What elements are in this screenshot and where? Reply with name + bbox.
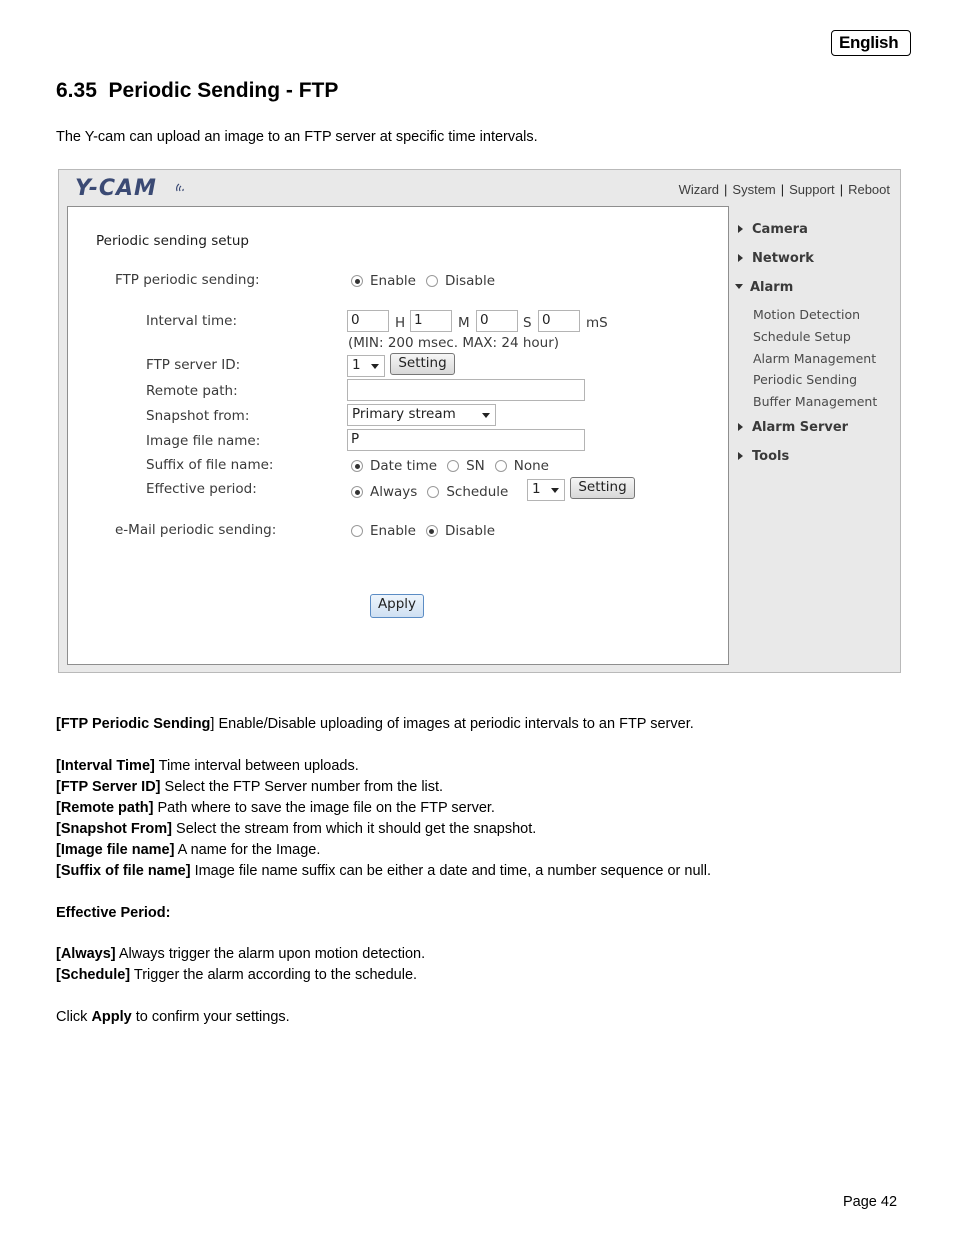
interval-minutes-input[interactable]: 1: [410, 310, 452, 332]
suffix-none-radio[interactable]: [495, 460, 507, 472]
chevron-down-icon: [551, 488, 559, 493]
ftp-periodic-radios: [351, 273, 495, 291]
email-disable-label: Disable: [444, 523, 496, 539]
suffix-datetime-label: Date time: [370, 458, 438, 474]
caret-down-icon: [735, 284, 743, 289]
nav-separator: |: [724, 182, 728, 197]
interval-seconds-input[interactable]: 0: [476, 310, 518, 332]
caret-right-icon: [738, 225, 743, 233]
suffix-none-label: None: [513, 458, 549, 474]
effective-schedule-radio[interactable]: [427, 486, 439, 498]
menu-alarm-management[interactable]: Alarm Management: [753, 351, 877, 366]
suffix-datetime-radio[interactable]: [351, 460, 363, 472]
nav-reboot[interactable]: Reboot: [848, 182, 890, 197]
interval-hours-input[interactable]: 0: [347, 310, 389, 332]
ycam-screenshot: [58, 169, 901, 673]
image-name-input[interactable]: P: [347, 429, 585, 451]
effective-always-label: Always: [370, 484, 418, 500]
suffix-label: Suffix of file name:: [146, 457, 274, 473]
section-heading: 6.35 Periodic Sending - FTP: [56, 79, 339, 102]
schedule-setting-button[interactable]: Setting: [570, 477, 635, 499]
chevron-down-icon: [482, 413, 490, 418]
nav-separator: |: [839, 182, 844, 197]
minutes-unit: M: [458, 315, 470, 331]
remote-path-input[interactable]: [347, 379, 585, 401]
email-periodic-label: e-Mail periodic sending:: [115, 522, 277, 538]
menu-alarm[interactable]: Alarm: [735, 280, 793, 295]
suffix-sn-label: SN: [466, 458, 485, 474]
nav-system[interactable]: System: [732, 182, 776, 197]
ftp-disable-label: Disable: [444, 273, 496, 289]
hours-unit: H: [395, 315, 406, 331]
desc-suffix: [Suffix of file name] Image file name suffix can be either a date and time, a number sequence or null.: [56, 863, 711, 879]
menu-camera[interactable]: Camera: [738, 222, 808, 237]
caret-right-icon: [738, 452, 743, 460]
email-enable-label: Enable: [370, 523, 416, 539]
email-enable-radio[interactable]: [351, 525, 363, 537]
chevron-down-icon: [371, 364, 379, 369]
settings-form: [67, 206, 729, 665]
caret-right-icon: [738, 423, 743, 431]
interval-label: Interval time:: [146, 313, 238, 329]
image-name-label: Image file name:: [146, 433, 261, 449]
menu-buffer-management[interactable]: Buffer Management: [753, 394, 878, 409]
email-disable-radio[interactable]: [426, 525, 438, 537]
desc-remote-path: [Remote path] Path where to save the image file on the FTP server.: [56, 800, 495, 816]
desc-always: [Always] Always trigger the alarm upon motion detection.: [56, 946, 426, 962]
email-periodic-radios: [351, 523, 495, 541]
menu-schedule-setup[interactable]: Schedule Setup: [753, 329, 851, 344]
desc-interval: [Interval Time] Time interval between uploads.: [56, 758, 359, 774]
click-apply-note: Click Apply to confirm your settings.: [56, 1009, 290, 1025]
apply-button[interactable]: Apply: [370, 594, 424, 618]
desc-snapshot: [Snapshot From] Select the stream from which it should get the snapshot.: [56, 821, 537, 837]
language-badge: English: [831, 30, 911, 56]
ftp-enable-label: Enable: [370, 273, 416, 289]
effective-period-heading: Effective Period:: [56, 905, 171, 921]
ftp-server-setting-button[interactable]: Setting: [390, 353, 455, 375]
page-number: Page 42: [843, 1194, 898, 1210]
ftp-server-select[interactable]: 1: [347, 355, 385, 377]
menu-tools[interactable]: Tools: [738, 449, 789, 464]
snapshot-label: Snapshot from:: [146, 408, 250, 424]
remote-path-label: Remote path:: [146, 383, 238, 399]
caret-right-icon: [738, 254, 743, 262]
ftp-server-label: FTP server ID:: [146, 357, 241, 373]
effective-schedule-label: Schedule: [446, 484, 509, 500]
nav-separator: |: [780, 182, 785, 197]
snapshot-select[interactable]: Primary stream: [347, 404, 496, 426]
top-nav: [679, 182, 890, 197]
desc-image-name: [Image file name] A name for the Image.: [56, 842, 321, 858]
ftp-disable-radio[interactable]: [426, 275, 438, 287]
effective-radios: [351, 484, 508, 502]
desc-schedule: [Schedule] Trigger the alarm according to the schedule.: [56, 967, 418, 983]
ms-unit: mS: [586, 315, 608, 331]
ftp-periodic-label: FTP periodic sending:: [115, 272, 260, 288]
interval-hint: (MIN: 200 msec. MAX: 24 hour): [348, 335, 560, 351]
seconds-unit: S: [523, 315, 532, 331]
nav-support[interactable]: Support: [789, 182, 835, 197]
ftp-enable-radio[interactable]: [351, 275, 363, 287]
suffix-sn-radio[interactable]: [447, 460, 459, 472]
effective-always-radio[interactable]: [351, 486, 363, 498]
suffix-radios: [351, 458, 549, 476]
form-title: Periodic sending setup: [96, 233, 249, 249]
ycam-logo: Y-CAM: [75, 176, 157, 201]
nav-wizard[interactable]: Wizard: [678, 182, 720, 197]
effective-period-label: Effective period:: [146, 481, 257, 497]
interval-ms-input[interactable]: 0: [538, 310, 580, 332]
desc-server-id: [FTP Server ID] Select the FTP Server number from the list.: [56, 779, 444, 795]
menu-periodic-sending[interactable]: Periodic Sending: [753, 372, 858, 387]
menu-motion-detection[interactable]: Motion Detection: [753, 307, 861, 322]
desc-ftp-periodic: [FTP Periodic Sending] Enable/Disable uploading of images at periodic intervals to an FTP server.: [56, 716, 694, 732]
menu-network[interactable]: Network: [738, 251, 814, 266]
menu-alarm-server[interactable]: Alarm Server: [738, 420, 848, 435]
schedule-select[interactable]: 1: [527, 479, 565, 501]
intro-text: The Y-cam can upload an image to an FTP server at specific time intervals.: [56, 129, 538, 145]
wireless-icon: [175, 179, 189, 193]
